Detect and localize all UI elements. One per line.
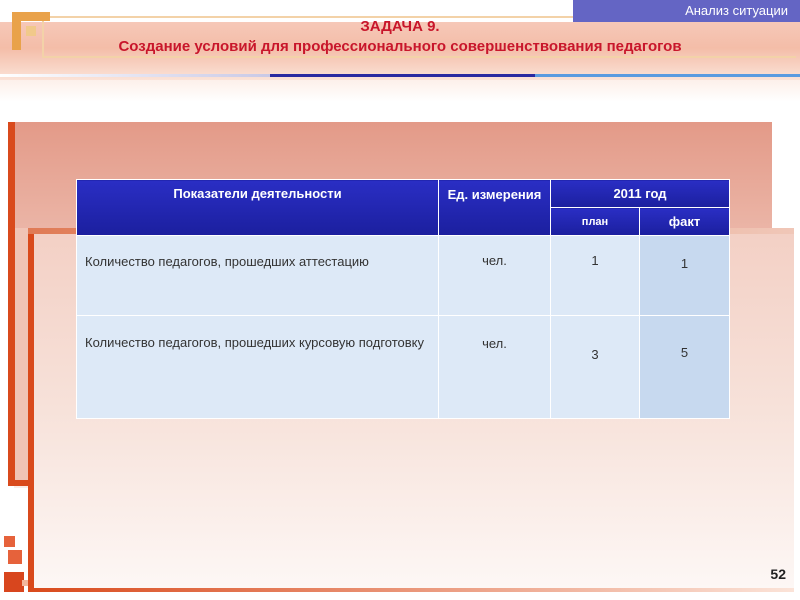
- table-row: [77, 236, 730, 316]
- panel-side-fill: [14, 228, 28, 486]
- header-indicators: Показатели деятельности: [77, 180, 439, 236]
- indicator-cell: Количество педагогов, прошедших курсовую подготовку: [77, 316, 439, 419]
- header-year: 2011 год: [551, 180, 730, 208]
- divider-line-right: [535, 74, 800, 77]
- frame-outer-bottom: [8, 480, 30, 486]
- task-title: Создание условий для профессионального совершенствования педагогов: [118, 38, 682, 55]
- header-plan: план: [551, 208, 640, 236]
- table-row: [77, 316, 730, 419]
- decor-square: [8, 550, 22, 564]
- header-fact: факт: [640, 208, 730, 236]
- decor-square: [4, 572, 24, 592]
- activity-table: [76, 179, 730, 419]
- indicator-cell: Количество педагогов, прошедших аттестацию: [77, 236, 439, 316]
- section-tab: Анализ ситуации: [573, 0, 800, 22]
- task-number: ЗАДАЧА 9.: [360, 18, 440, 35]
- fact-cell: 1: [640, 236, 730, 316]
- page-title: [0, 17, 800, 57]
- header-fade: [0, 80, 800, 102]
- plan-cell: 3: [551, 316, 640, 419]
- unit-cell: чел.: [439, 316, 551, 419]
- frame-outer-left: [8, 122, 15, 486]
- decor-square: [4, 536, 15, 547]
- frame-inner-bottom: [28, 588, 794, 592]
- unit-cell: чел.: [439, 236, 551, 316]
- divider-line-middle: [270, 74, 535, 77]
- header-unit: Ед. измерения: [439, 180, 551, 236]
- fact-cell: 5: [640, 316, 730, 419]
- plan-cell: 1: [551, 236, 640, 316]
- decor-square: [22, 580, 28, 586]
- divider-line-left: [0, 74, 270, 77]
- page-number: 52: [770, 566, 786, 582]
- frame-inner-left: [28, 228, 34, 590]
